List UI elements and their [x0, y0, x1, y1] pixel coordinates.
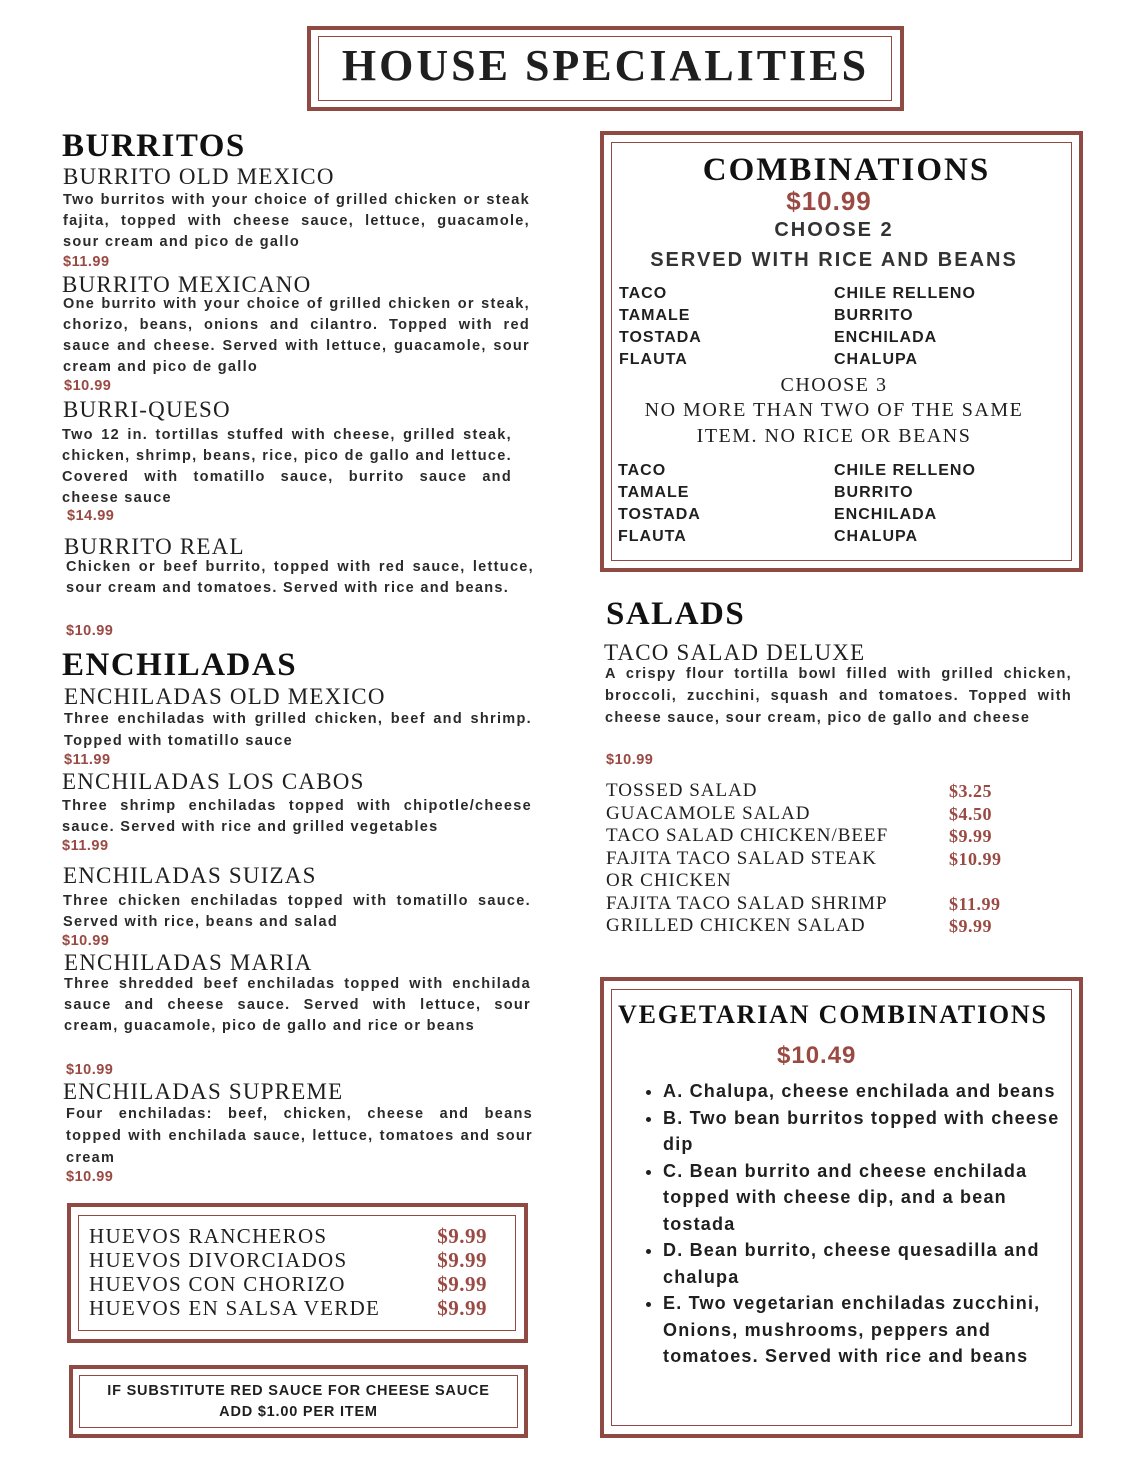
list-item	[606, 825, 1026, 848]
combo-list-right-2	[834, 460, 976, 548]
huevo-price: $9.99	[437, 1224, 487, 1248]
list-item: FLAUTA	[619, 351, 688, 368]
menu-item-price: $10.99	[64, 378, 112, 394]
menu-item-desc: Chicken or beef burrito, topped with red sauce, lettuce, sour cream and tomatoes. Served with rice and beans.	[66, 559, 534, 596]
burritos-heading: BURRITOS	[62, 128, 246, 164]
substitute-note	[69, 1381, 528, 1423]
combo-rule-1: NO MORE THAN TWO OF THE SAME	[644, 399, 1024, 421]
salad-price: $11.99	[949, 893, 1001, 914]
menu-item-desc: Two 12 in. tortillas stuffed with cheese, grilled steak, chicken, shrimp, beans, rice, pico de gallo and lettuce. Covered with tomatillo sauce, burrito sauce and cheese sauce	[62, 427, 512, 506]
list-item: TOSTADA	[619, 329, 702, 346]
list-item: ENCHILADA	[834, 506, 938, 523]
menu-item-desc: Three shredded beef enchiladas topped with enchilada sauce and cheese sauce. Served with lettuce, sour cream, guacamole, pico de gallo and rice or beans	[64, 976, 531, 1034]
combo-list-right	[834, 283, 976, 371]
menu-item-price: $11.99	[63, 254, 110, 270]
list-item	[606, 848, 1026, 871]
list-item: CHALUPA	[834, 528, 919, 545]
salad-name: GRILLED CHICKEN SALAD	[606, 915, 866, 936]
menu-item-name: ENCHILADAS SUIZAS	[63, 863, 317, 888]
vegetarian-title: VEGETARIAN COMBINATIONS	[618, 1000, 1048, 1029]
menu-item-desc: One burrito with your choice of grilled chicken or steak, chorizo, beans, onions and cilantro. Topped with red sauce and cheese. Served with lettuce, guacamole, sour cream and pico de gallo	[63, 296, 530, 375]
page-title: HOUSE SPECIALITIES	[341, 41, 870, 90]
list-item: ENCHILADA	[834, 329, 938, 346]
vegetarian-price: $10.49	[777, 1042, 857, 1069]
taco-salad-deluxe-name: TACO SALAD DELUXE	[604, 640, 866, 665]
list-item	[89, 1248, 499, 1272]
note-line-2: ADD $1.00 PER ITEM	[219, 1404, 378, 1420]
menu-item-price: $11.99	[64, 752, 111, 768]
salad-name: FAJITA TACO SALAD SHRIMP	[606, 892, 888, 914]
huevo-price: $9.99	[437, 1272, 487, 1296]
list-item: • C. Bean burrito and cheese enchilada topped with cheese dip, and a bean tostada	[663, 1158, 1067, 1238]
list-item: BURRITO	[834, 307, 914, 324]
menu-item-price: $11.99	[62, 838, 109, 854]
menu-item-name: BURRITO MEXICANO	[62, 272, 312, 297]
list-item: BURRITO	[834, 484, 914, 501]
menu-item-name: BURRITO REAL	[64, 534, 245, 559]
menu-item-desc: Four enchiladas: beef, chicken, cheese and beans topped with enchilada sauce, lettuce, tomatoes and sour cream	[66, 1106, 533, 1166]
combo-list-left	[619, 283, 702, 371]
huevo-price: $9.99	[437, 1248, 487, 1272]
salad-price: $3.25	[949, 781, 992, 801]
salad-price: $9.99	[949, 916, 992, 936]
list-item: CHILE RELLENO	[834, 462, 976, 479]
combo-rule-2: ITEM. NO RICE OR BEANS	[696, 425, 972, 447]
list-item	[89, 1224, 499, 1248]
menu-item-desc: Three shrimp enchiladas topped with chipotle/cheese sauce. Served with rice and grilled vegetables	[62, 798, 532, 835]
list-item	[606, 780, 1026, 803]
list-item	[606, 915, 1026, 938]
list-item	[606, 803, 1026, 826]
list-item: CHALUPA	[834, 351, 919, 368]
menu-item-desc: Two burritos with your choice of grilled chicken or steak fajita, topped with cheese sauce, lettuce, guacamole, sour cream and pico de gallo	[63, 192, 530, 250]
combo-list-left-2	[618, 460, 701, 548]
salad-price: $10.99	[949, 848, 1002, 869]
taco-salad-deluxe-price: $10.99	[606, 752, 654, 768]
menu-item-desc: Three enchiladas with grilled chicken, beef and shrimp. Topped with tomatillo sauce	[64, 711, 532, 749]
list-item: • E. Two vegetarian enchiladas zucchini, Onions, mushrooms, peppers and tomatoes. Served with rice and beans	[663, 1290, 1067, 1370]
huevo-name: HUEVOS DIVORCIADOS	[89, 1248, 348, 1272]
taco-salad-deluxe-desc: A crispy flour tortilla bowl filled with grilled chicken, broccoli, zucchini, squash and tomatoes. Topped with cheese sauce, sour cream, pico de gallo and cheese	[605, 666, 1072, 726]
salad-name: OR CHICKEN	[606, 870, 732, 891]
menu-item-price: $10.99	[62, 933, 110, 949]
list-item: TOSTADA	[618, 506, 701, 523]
menu-item-price: $14.99	[67, 508, 115, 524]
choose-3-label: CHOOSE 3	[780, 374, 888, 396]
menu-item-name: ENCHILADAS OLD MEXICO	[64, 684, 386, 709]
list-item: FLAUTA	[618, 528, 687, 545]
combinations-title: COMBINATIONS	[702, 152, 991, 188]
list-item	[606, 870, 1026, 893]
list-item: TACO	[619, 285, 668, 302]
list-item: • D. Bean burrito, cheese quesadilla and chalupa	[663, 1237, 1067, 1290]
menu-item-price: $10.99	[66, 1169, 114, 1185]
note-line-1: IF SUBSTITUTE RED SAUCE FOR CHEESE SAUCE	[107, 1383, 490, 1399]
list-item: TACO	[618, 462, 667, 479]
choose-2-label: CHOOSE 2	[774, 219, 894, 241]
list-item: • B. Two bean burritos topped with cheese dip	[663, 1105, 1067, 1158]
list-item: CHILE RELLENO	[834, 285, 976, 302]
salad-price: $4.50	[949, 803, 992, 824]
list-item	[89, 1272, 499, 1296]
huevo-price: $9.99	[437, 1296, 487, 1320]
menu-item-name: ENCHILADAS LOS CABOS	[62, 769, 365, 794]
list-item: TAMALE	[618, 484, 690, 501]
vegetarian-list	[639, 1078, 1067, 1370]
salad-name: FAJITA TACO SALAD STEAK	[606, 847, 878, 869]
combinations-price: $10.99	[786, 186, 872, 216]
list-item	[606, 893, 1026, 916]
enchiladas-heading: ENCHILADAS	[62, 647, 298, 683]
menu-item-price: $10.99	[66, 623, 114, 639]
salad-price: $9.99	[949, 826, 992, 846]
salad-name: TOSSED SALAD	[606, 780, 758, 801]
menu-item-name: ENCHILADAS SUPREME	[63, 1079, 344, 1104]
list-item: TAMALE	[619, 307, 691, 324]
huevos-list	[89, 1224, 499, 1320]
menu-item-name: BURRI-QUESO	[63, 397, 231, 422]
menu-item-name: BURRITO OLD MEXICO	[63, 164, 335, 189]
menu-item-price: $10.99	[66, 1062, 114, 1078]
list-item: • A. Chalupa, cheese enchilada and beans	[663, 1078, 1067, 1105]
menu-item-desc: Three chicken enchiladas topped with tomatillo sauce. Served with rice, beans and salad	[63, 893, 531, 930]
huevo-name: HUEVOS CON CHORIZO	[89, 1272, 346, 1296]
salad-name: TACO SALAD CHICKEN/BEEF	[606, 825, 889, 846]
menu-item-name: ENCHILADAS MARIA	[64, 950, 313, 975]
list-item	[89, 1296, 499, 1320]
salad-name: GUACAMOLE SALAD	[606, 802, 811, 824]
salads-heading: SALADS	[606, 596, 746, 632]
served-with-label: SERVED WITH RICE AND BEANS	[650, 249, 1018, 271]
salad-list	[606, 780, 1026, 938]
huevo-name: HUEVOS RANCHEROS	[89, 1224, 328, 1248]
huevo-name: HUEVOS EN SALSA VERDE	[89, 1296, 381, 1320]
